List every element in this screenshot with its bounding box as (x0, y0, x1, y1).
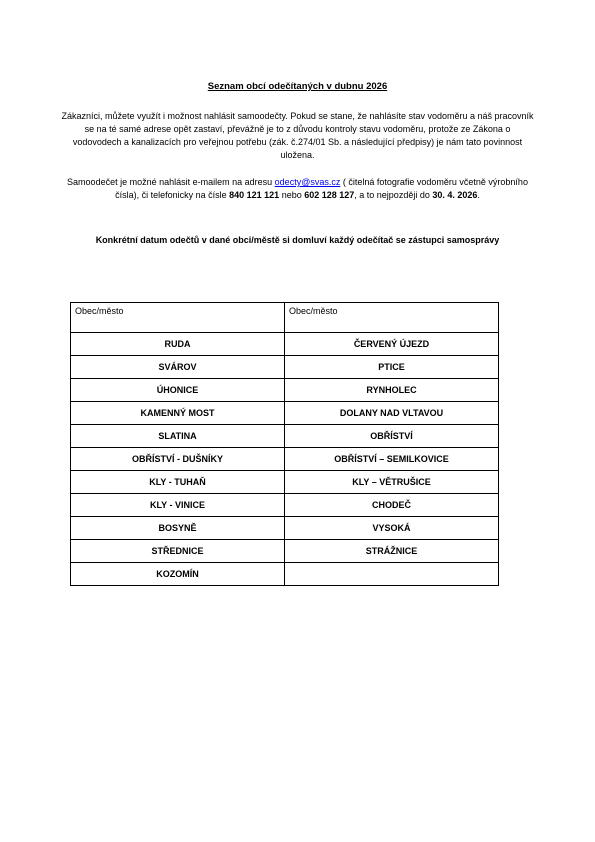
table-row (71, 402, 499, 425)
schedule-note: Konkrétní datum odečtů v dané obci/městě si domluví každý odečítač se zástupci samosprávy (95, 235, 500, 245)
phone-number-1: 840 121 121 (229, 190, 280, 200)
email-link[interactable]: odecty@svas.cz (274, 177, 341, 187)
town-cell: CHODEČ (285, 494, 499, 517)
table-row (71, 563, 499, 586)
town-cell: RYNHOLEC (285, 379, 499, 402)
table-row (71, 448, 499, 471)
town-cell: STŘEDNICE (71, 540, 285, 563)
contact-text-3: nebo (279, 190, 305, 200)
town-cell: BOSYNĚ (71, 517, 285, 540)
town-cell: KLY – VĚTRUŠICE (285, 471, 499, 494)
town-cell: OBŘÍSTVÍ – SEMILKOVICE (285, 448, 499, 471)
town-cell: KLY - VINICE (71, 494, 285, 517)
table-row (71, 494, 499, 517)
contact-text-2: ( čitelná fotografie vodoměru včetně výrobního čísla), či telefonicky na čísle (115, 177, 528, 200)
town-cell: SVÁROV (71, 356, 285, 379)
town-cell: KAMENNÝ MOST (71, 402, 285, 425)
town-cell: RUDA (71, 333, 285, 356)
table-row (71, 379, 499, 402)
table-row (71, 425, 499, 448)
town-cell: ČERVENÝ ÚJEZD (285, 333, 499, 356)
town-cell: KLY - TUHAŇ (71, 471, 285, 494)
town-cell: ÚHONICE (71, 379, 285, 402)
town-cell: SLATINA (71, 425, 285, 448)
contact-text-4: , a to nejpozději do (354, 190, 433, 200)
town-cell: STRÁŽNICE (285, 540, 499, 563)
column-header: Obec/město (285, 303, 499, 333)
contact-text-1: Samoodečet je možné nahlásit e-mailem na adresu (67, 177, 275, 187)
table-row (71, 471, 499, 494)
town-cell: VYSOKÁ (285, 517, 499, 540)
deadline-date: 30. 4. 2026 (432, 190, 478, 200)
table-row (71, 517, 499, 540)
town-cell: DOLANY NAD VLTAVOU (285, 402, 499, 425)
town-cell: PTICE (285, 356, 499, 379)
column-header: Obec/město (71, 303, 285, 333)
towns-table (70, 302, 499, 586)
table-row (71, 333, 499, 356)
town-cell: OBŘÍSTVÍ (285, 425, 499, 448)
table-header-row (71, 303, 499, 333)
table-row (71, 540, 499, 563)
intro-paragraph: Zákazníci, můžete využít i možnost nahlásit samoodečty. Pokud se stane, že nahlásíte stav vodoměru a náš pracovník se na té samé adrese opět zastaví, převážně je to z důvodu kontroly stavu vodoměru, protože ze Zákona o vodovodech a kanalizacích pro veřejnou potřebu (zák. č.274/01 Sb. a následující předpisy) je nám tato povinnost uložena. (61, 111, 534, 160)
table-row (71, 356, 499, 379)
document-title: Seznam obcí odečítaných v dubnu 2026 (207, 81, 388, 92)
town-cell (285, 563, 499, 586)
contact-text-5: . (477, 190, 480, 200)
town-cell: OBŘÍSTVÍ - DUŠNÍKY (71, 448, 285, 471)
contact-paragraph (60, 176, 535, 202)
town-cell: KOZOMÍN (71, 563, 285, 586)
phone-number-2: 602 128 127 (304, 190, 355, 200)
